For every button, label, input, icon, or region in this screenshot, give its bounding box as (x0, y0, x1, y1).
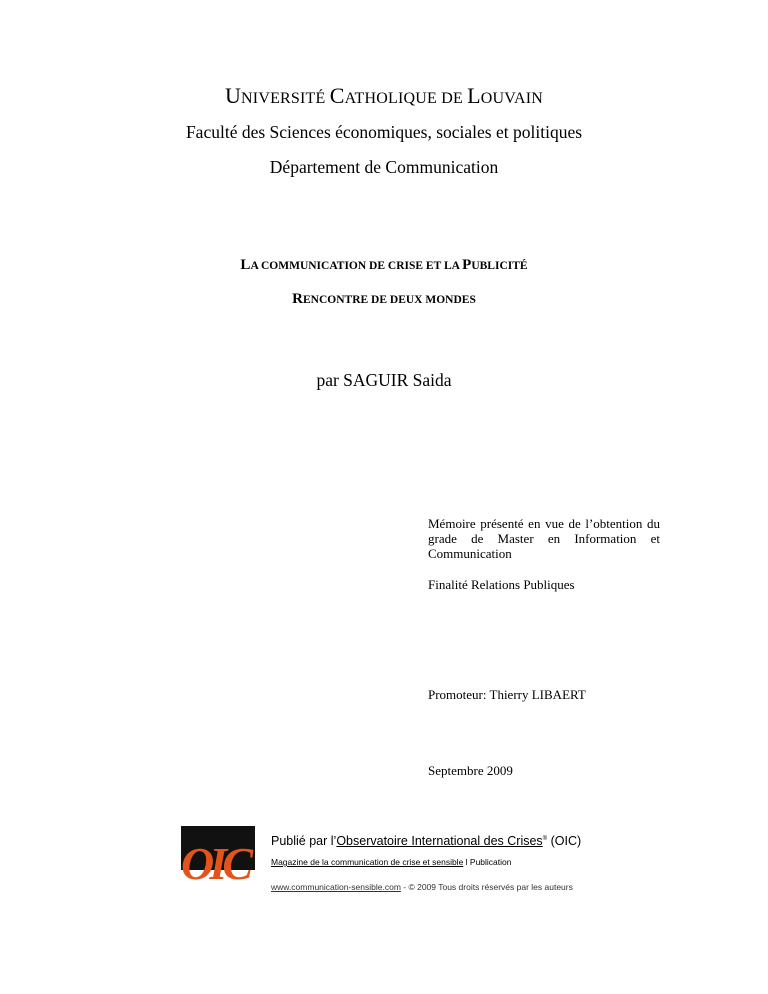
thesis-title-line1 (0, 257, 768, 274)
magazine-suffix: l Publication (463, 857, 512, 867)
university-name (0, 83, 768, 109)
registered-mark: ® (542, 835, 548, 842)
university-word: ATHOLIQUE DE (344, 90, 468, 107)
university-word: NIVERSITÉ (241, 90, 330, 107)
department-name: Département de Communication (269, 157, 499, 177)
website-link[interactable]: www.communication-sensible.com (271, 882, 401, 892)
footer-line (271, 882, 573, 892)
oic-logo-icon (178, 826, 257, 886)
university-initial: C (329, 83, 345, 108)
university-initial: U (224, 83, 242, 108)
title-initial: L (240, 257, 251, 273)
title-text: A COMMUNICATION DE CRISE ET LA (250, 260, 463, 272)
publisher-line (271, 834, 581, 848)
thesis-date: Septembre 2009 (428, 763, 513, 778)
author-name: par SAGUIR Saida (316, 370, 452, 390)
title-text: UBLICITÉ (471, 260, 528, 272)
magazine-line (271, 857, 512, 867)
university-initial: L (467, 83, 481, 108)
svg-text:OIC: OIC (181, 838, 253, 886)
title-initial: R (292, 291, 303, 307)
publisher-prefix: Publié par l’ (271, 834, 337, 848)
publisher-org-link[interactable]: Observatoire International des Crises (336, 834, 543, 848)
thesis-title-line2 (0, 291, 768, 308)
copyright-text: - © 2009 Tous droits réservés par les auteurs (400, 882, 573, 892)
thesis-finalite: Finalité Relations Publiques (428, 577, 575, 592)
title-initial: P (462, 257, 472, 273)
faculty-name: Faculté des Sciences économiques, sociales et politiques (185, 122, 583, 142)
university-word: OUVAIN (480, 90, 544, 107)
title-text: ENCONTRE DE DEUX MONDES (303, 294, 476, 306)
publisher-abbr: (OIC) (547, 834, 582, 848)
thesis-promoteur: Promoteur: Thierry LIBAERT (428, 687, 586, 702)
magazine-link[interactable]: Magazine de la communication de crise et sensible (271, 857, 464, 867)
thesis-note: Mémoire présenté en vue de l’obtention du grade de Master en Information et Communication (428, 516, 660, 561)
